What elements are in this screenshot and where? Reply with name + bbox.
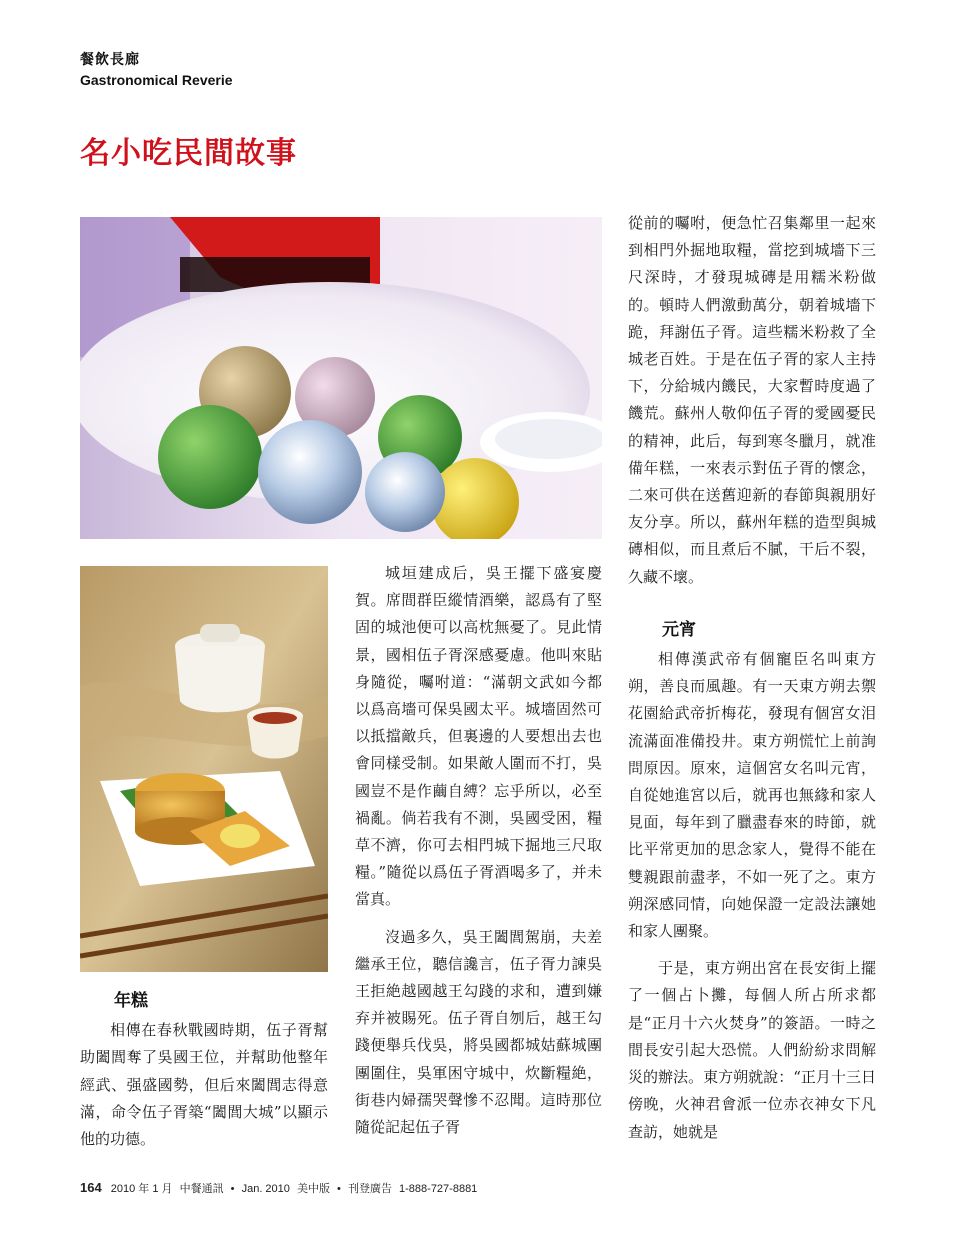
column-middle [355,560,602,1141]
column-left [80,988,328,1153]
magazine-name: 中餐通訊 [179,1183,224,1195]
edition-label: 美中版 [296,1183,330,1195]
column-right [628,210,876,1146]
subheading-yuanxiao: 元宵 [662,619,696,640]
separator: • [337,1183,341,1195]
paragraph: 從前的囑咐，便急忙召集鄰里一起來到相門外掘地取糧，當挖到城墻下三尺深時，才發現城磚是用糯米粉做的。頓時人們激動萬分，朝着城墻下跪，拜謝伍子胥。這些糯米粉救了全城老百姓。于是在伍子胥的家人主持下，分給城内饑民，大家暫時度過了饑荒。蘇州人敬仰伍子胥的愛國憂民的精神，此后，每到寒冬臘月，就准備年糕，一來表示對伍子胥的懷念，二來可供在送舊迎新的春節與親朋好友分享。所以，蘇州年糕的造型與城磚相似，而且煮后不膩，干后不裂，久藏不壞。 [628,214,876,586]
issue-date-zh: 2010 年 1 月 [110,1183,173,1195]
page-footer [80,1180,481,1196]
tangyuan-photo [80,217,602,539]
paragraph: 相傳在春秋戰國時期，伍子胥幫助闔閭奪了吳國王位，并幫助他整年經武、强盛國勢，但后來闔閭志得意滿，命令伍子胥築“闔閭大城”以顯示他的功德。 [80,1021,328,1149]
subheading-niangao: 年糕 [114,991,148,1011]
paragraph: 城垣建成后，吳王擺下盛宴慶賀。席間群臣縱情酒樂，認爲有了堅固的城池便可以高枕無憂了。見此情景，國相伍子胥深感憂慮。他叫來貼身隨從，囑咐道：“滿朝文武如今都以爲高墻可保吳國太平。城墻固然可以抵擋敵兵，但裏邊的人要想出去也會同樣受制。如果敵人圍而不打，吳國豈不是作繭自縛？忘乎所以，必至禍亂。倘若我有不測，吳國受困，糧草不濟，你可去相門城下掘地三尺取糧。”隨從以爲伍子胥酒喝多了，并未當真。 [355,564,602,909]
separator: • [230,1183,235,1195]
page-number: 164 [80,1180,102,1195]
paragraph: 相傳漢武帝有個寵臣名叫東方朔，善良而風趣。有一天東方朔去禦花園給武帝折梅花，發現有個宮女泪流滿面准備投井。東方朔慌忙上前詢問原因。原來，這個宮女名叫元宵，自從她進宮以后，就再也無緣和家人見面，每年到了臘盡春來的時節，就比平常更加的思念家人，覺得不能在雙親跟前盡孝，不如一死了之。東方朔深感同情，向她保證一定設法讓她和家人團聚。 [628,650,876,941]
mooncake-photo [80,566,328,972]
section-label-en: Gastronomical Reverie [80,72,233,88]
paragraph: 沒過多久，吳王闔閭駕崩，夫差繼承王位，聽信讒言，伍子胥力諫吳王拒絶越國越王勾踐的求和，遭到嫌弃并被賜死。伍子胥自刎后，越王勾踐便舉兵伐吳，將吳國都城姑蘇城團團圍住，吳軍困守城中，炊斷糧絶，街巷内婦孺哭聲慘不忍聞。這時那位隨從記起伍子胥 [355,927,602,1137]
issue-date-en: Jan. 2010 [241,1183,290,1195]
section-label-zh: 餐飲長廊 [80,52,140,68]
article-title: 名小吃民間故事 [80,136,297,171]
phone-number: 1-888-727-8881 [399,1183,478,1195]
ad-label: 刊登廣告 [347,1183,392,1195]
paragraph: 于是，東方朔出宮在長安街上擺了一個占卜攤，每個人所占所求都是“正月十六火焚身”的簽語。一時之間長安引起大恐慌。人們紛紛求問解災的辦法。東方朔就說：“正月十三日傍晚，火神君會派一位赤衣神女下凡查訪，她就是 [628,959,876,1141]
